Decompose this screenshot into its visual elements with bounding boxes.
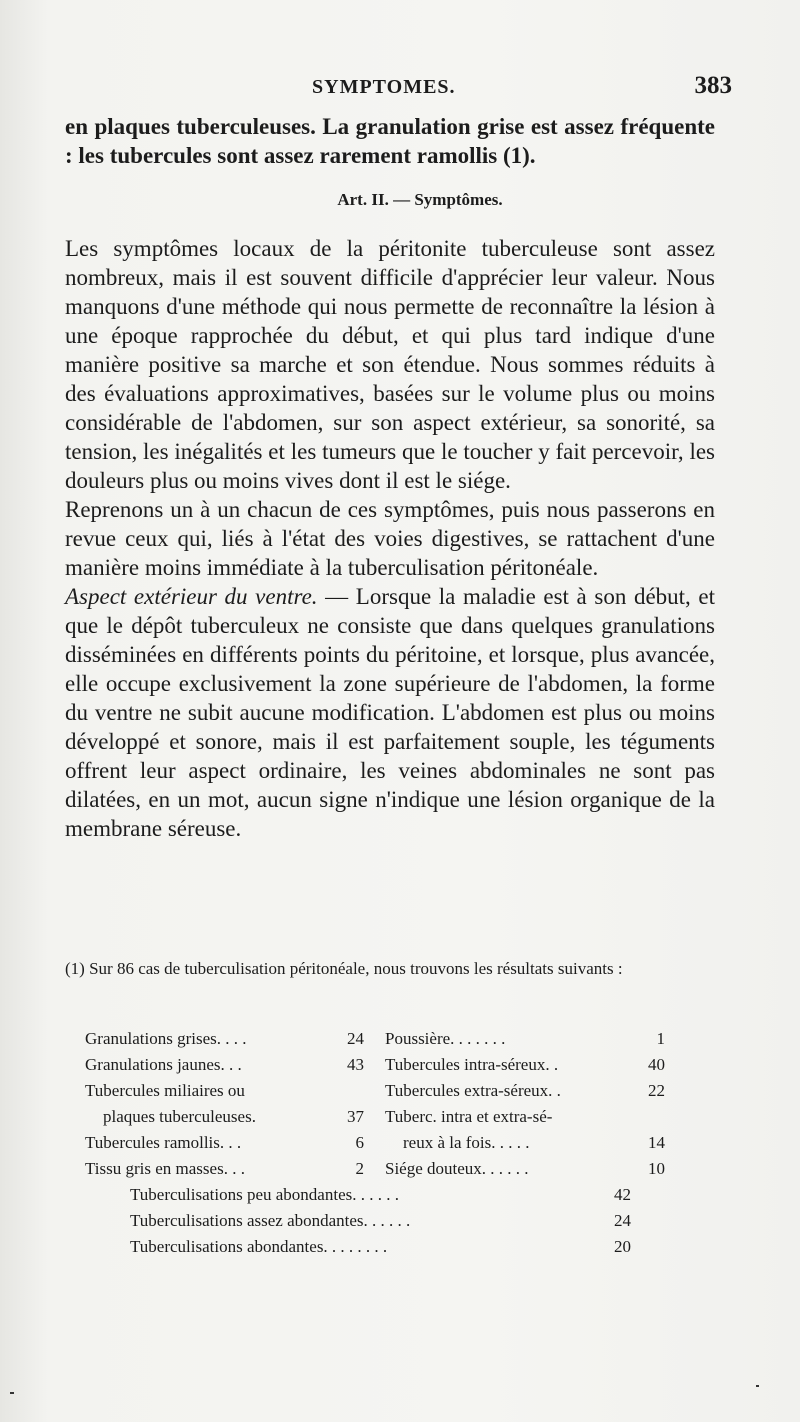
section-heading: Art. II. — Symptômes. — [337, 190, 503, 209]
right-value: 1 — [656, 1029, 665, 1048]
right-label: Poussière. . . . . . . — [385, 1029, 506, 1048]
table-row — [85, 1156, 725, 1182]
summary-row — [85, 1208, 725, 1234]
paragraph-abdomen-text: — Lorsque la maladie est à son début, et que le dépôt tuberculeux ne consiste que dans quelques granulations disséminées en différents points du péritoine, et lorsque, plus avancée, elle occupe exclusivement la zone supérieure de l'abdomen, la forme du ventre ne subit aucune modification. L'abdomen est plus ou moins développé et sonore, mais il est parfaitement souple, les téguments offrent leur aspect ordinaire, les veines abdominales ne sont pas dilatées, en un mot, aucun signe n'indique une lésion organique de la membrane séreuse. — [65, 584, 716, 841]
print-speck — [756, 1385, 759, 1387]
right-value: 22 — [648, 1081, 665, 1100]
left-value: 2 — [355, 1159, 364, 1178]
footnote: (1) Sur 86 cas de tuberculisation péritonéale, nous trouvons les résultats suivants : — [65, 959, 623, 978]
summary-value: 42 — [614, 1185, 631, 1204]
summary-row — [85, 1234, 725, 1260]
right-label: Siége douteux. . . . . . — [385, 1159, 529, 1178]
right-value: 40 — [648, 1055, 665, 1074]
right-value: 10 — [648, 1159, 665, 1178]
footnote-table — [85, 1026, 725, 1260]
right-label: reux à la fois. . . . . — [403, 1133, 530, 1152]
running-head — [0, 72, 800, 106]
right-label: Tuberc. intra et extra-sé- — [385, 1107, 553, 1126]
paragraph-review-plan: Reprenons un à un chacun de ces symptômes, puis nous passerons en revue ceux qui, liés à l'état des voies digestives, se rattachent d'une manière moins immédiate à la tuberculisation péritonéale. — [65, 497, 715, 580]
right-label: Tubercules extra-séreux. . — [385, 1081, 561, 1100]
summary-label: Tuberculisations peu abondantes. . . . . . — [130, 1185, 399, 1204]
paragraph-lead-italic: Aspect extérieur du ventre. — [65, 584, 318, 609]
opening-lines: en plaques tuberculeuses. La granulation grise est assez fréquente : les tubercules sont assez rarement ramollis (1). — [65, 114, 715, 168]
table-row — [85, 1052, 725, 1078]
table-row — [85, 1130, 725, 1156]
table-row — [85, 1104, 725, 1130]
left-value: 37 — [347, 1107, 364, 1126]
left-label: Tubercules miliaires ou — [85, 1081, 245, 1100]
left-value: 24 — [347, 1029, 364, 1048]
left-label: Tubercules ramollis. . . — [85, 1133, 242, 1152]
left-value: 43 — [347, 1055, 364, 1074]
table-row — [85, 1078, 725, 1104]
table-row — [85, 1026, 725, 1052]
summary-label: Tuberculisations assez abondantes. . . . . . — [130, 1211, 411, 1230]
paragraph-abdomen-aspect — [65, 582, 715, 843]
summary-value: 24 — [614, 1211, 631, 1230]
left-value: 6 — [355, 1133, 364, 1152]
right-value: 14 — [648, 1133, 665, 1152]
summary-label: Tuberculisations abondantes. . . . . . . . — [130, 1237, 388, 1256]
main-text — [65, 112, 715, 843]
running-head-title: SYMPTOMES. — [312, 76, 456, 98]
left-label: plaques tuberculeuses. — [103, 1107, 256, 1126]
left-label: Granulations jaunes. . . — [85, 1055, 242, 1074]
page-number: 383 — [694, 72, 732, 99]
left-label: Tissu gris en masses. . . — [85, 1159, 245, 1178]
right-label: Tubercules intra-séreux. . — [385, 1055, 559, 1074]
summary-row — [85, 1182, 725, 1208]
print-speck — [10, 1392, 14, 1394]
paragraph-symptoms-overview: Les symptômes locaux de la péritonite tuberculeuse sont assez nombreux, mais il est souvent difficile d'apprécier leur valeur. Nous manquons d'une méthode qui nous permette de reconnaître la lésion à une époque rapprochée du début, et qui plus tard indique d'une manière positive sa marche et son étendue. Nous sommes réduits à des évaluations approximatives, basées sur le volume plus ou moins considérable de l'abdomen, sur son aspect extérieur, sa sonorité, sa tension, les inégalités et les tumeurs que le toucher y fait percevoir, les douleurs plus ou moins vives dont il est le siége. — [65, 236, 715, 493]
summary-value: 20 — [614, 1237, 631, 1256]
left-label: Granulations grises. . . . — [85, 1029, 247, 1048]
